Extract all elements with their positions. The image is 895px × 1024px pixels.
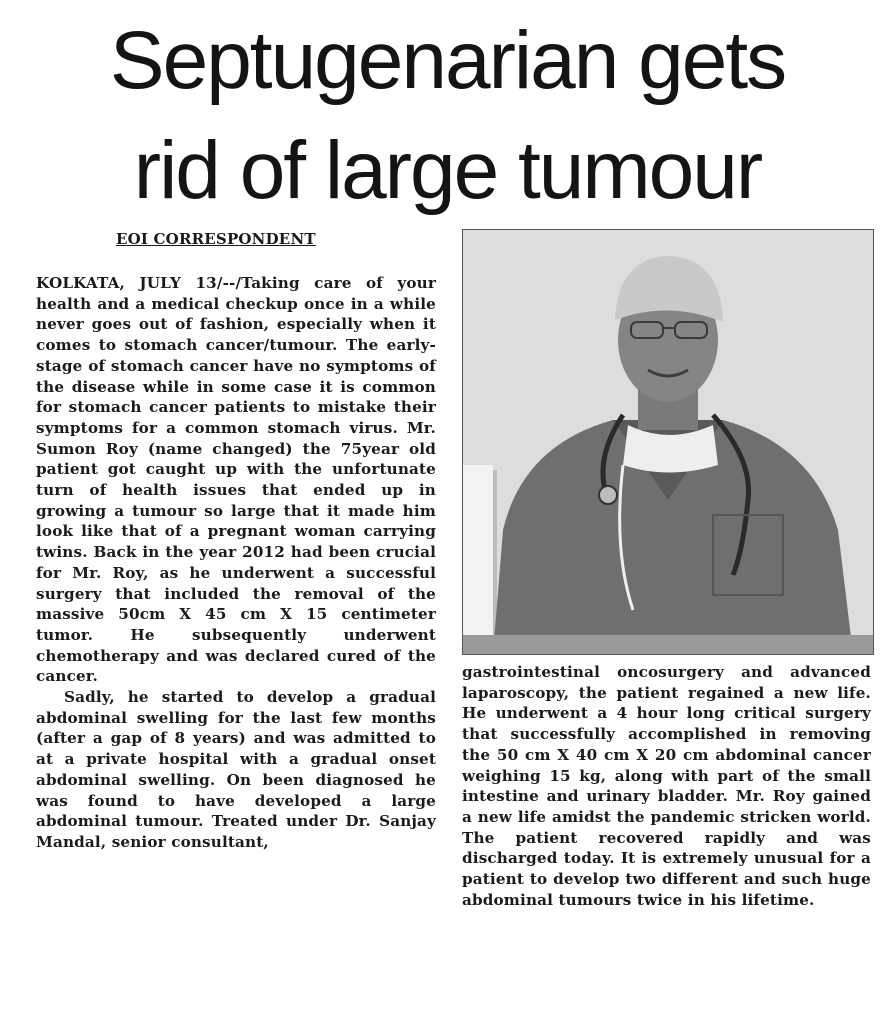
article-column-2 xyxy=(462,662,871,910)
headline-line-2: rid of large tumour xyxy=(133,125,762,216)
doctor-portrait-image xyxy=(463,230,873,654)
paragraph-2: Sadly, he started to develop a gradual abdominal swelling for the last few months (after a gap of 8 years) and was admitted to at a private hospital with a gradual onset abdominal swelling. On been diagnosed he was found to have developed a large abdominal tumour. Treated under Dr. Sanjay Mandal, senior consultant, xyxy=(36,688,436,851)
paragraph-3: gastrointestinal oncosurgery and advanced laparoscopy, the patient regained a new life. He underwent a 4 hour long critical surgery that successfully accomplished in removing the 50 cm X 40 cm X 20 cm abdominal cancer weighing 15 kg, along with part of the small intestine and urinary bladder. Mr. Roy gained a new life amidst the pandemic stricken world. The patient recovered rapidly and was discharged today. It is extremely unusual for a patient to develop two different and such huge abdominal tumours twice in his lifetime. xyxy=(462,663,871,909)
article-column-1 xyxy=(36,273,436,853)
byline: EOI CORRESPONDENT xyxy=(116,230,316,248)
headline-line-1: Septugenarian gets xyxy=(109,15,786,106)
paragraph-1: KOLKATA, JULY 13/--/Taking care of your health and a medical checkup once in a while never goes out of fashion, especially when it comes to stomach cancer/tumour. The early-stage of stomach cancer have no symptoms of the disease while in some case it is common for stomach cancer patients to mistake their symptoms for a common stomach virus. Mr. Sumon Roy (name changed) the 75year old patient got caught up with the unfortunate turn of health issues that ended up in growing a tumour so large that it made him look like that of a pregnant woman carrying twins. Back in the year 2012 had been crucial for Mr. Roy, as he underwent a successful surgery that included the removal of the massive 50cm X 45 cm X 15 centimeter tumor. He subsequently underwent chemotherapy and was declared cured of the cancer. xyxy=(36,274,436,686)
doctor-photo xyxy=(462,229,874,655)
